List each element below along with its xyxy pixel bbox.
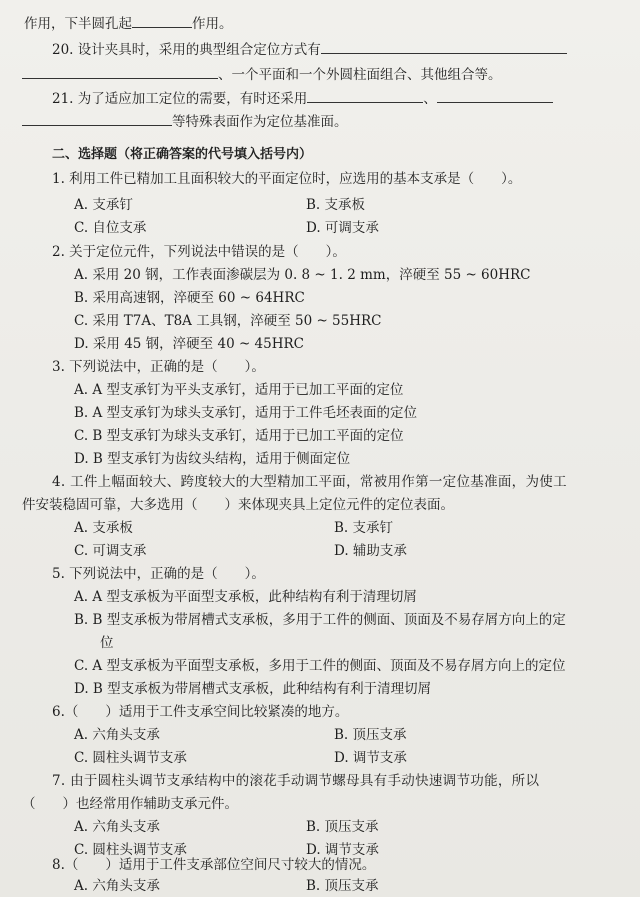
option: D. B 型支承板为带屑槽式支承板，此种结构有利于清理切屑 — [74, 681, 432, 697]
option: B. 采用高速钢，淬硬至 60 ~ 64HRC — [74, 290, 305, 306]
answer-blank — [321, 40, 567, 54]
option: C. A 型支承板为平面型支承板，多用于工件的侧面、顶面及不易存屑方向上的定位 — [74, 658, 566, 674]
question-2-stem: 2. 关于定位元件，下列说法中错误的是（ ）。 — [52, 244, 346, 260]
option: A. 六角头支承 — [74, 727, 160, 743]
option: B. B 型支承板为带屑槽式支承板，多用于工件的侧面、顶面及不易存屑方向上的定 — [74, 612, 566, 628]
option: C. 可调支承 — [74, 543, 147, 559]
question-4-stem-line1: 4. 工件上幅面较大、跨度较大的大型精加工平面，常被用作第一定位基准面，为使工 — [52, 474, 567, 490]
option: D. 调节支承 — [334, 750, 407, 766]
question-8-stem: 8.（ ）适用于工件支承部位空间尺寸较大的情况。 — [52, 857, 376, 873]
option: D. 可调支承 — [306, 220, 379, 236]
option: B. 顶压支承 — [306, 819, 379, 835]
fill-text: 作用，下半圆孔起 — [24, 16, 132, 32]
question-6-stem: 6.（ ）适用于工件支承空间比较紧凑的地方。 — [52, 704, 349, 720]
answer-blank — [437, 89, 553, 103]
question-4-stem-line2: 件安装稳固可靠，大多选用（ ）来体现夹具上定位元件的定位表面。 — [22, 497, 454, 513]
question-text: 等特殊表面作为定位基准面。 — [172, 114, 348, 130]
option: A. 支承板 — [74, 520, 133, 536]
option: A. 支承钉 — [74, 197, 133, 213]
option: A. 六角头支承 — [74, 819, 160, 835]
answer-blank — [22, 65, 218, 79]
option: C. 采用 T7A、T8A 工具钢，淬硬至 50 ~ 55HRC — [74, 313, 382, 329]
fill-text: 作用。 — [192, 16, 233, 32]
option: B. 顶压支承 — [334, 727, 407, 743]
option: D. 调节支承 — [306, 842, 379, 858]
answer-blank — [132, 14, 192, 28]
option: B. 支承钉 — [334, 520, 394, 536]
question-1-stem: 1. 利用工件已精加工且面积较大的平面定位时，应选用的基本支承是（ ）。 — [52, 171, 522, 187]
option: A. A 型支承钉为平头支承钉，适用于已加工平面的定位 — [74, 382, 404, 398]
question-text: 20. 设计夹具时，采用的典型组合定位方式有 — [52, 42, 321, 58]
option: B. 支承板 — [306, 197, 366, 213]
option: D. B 型支承钉为齿纹头结构，适用于侧面定位 — [74, 451, 351, 467]
answer-blank — [307, 89, 423, 103]
question-20-line2 — [22, 65, 502, 84]
option: D. 采用 45 钢，淬硬至 40 ~ 45HRC — [74, 336, 304, 352]
section-heading: 二、选择题（将正确答案的代号填入括号内） — [52, 147, 313, 162]
question-text: 、一个平面和一个外圆柱面组合、其他组合等。 — [218, 67, 502, 83]
option-continuation: 位 — [100, 635, 114, 651]
option: B. A 型支承钉为球头支承钉，适用于工件毛坯表面的定位 — [74, 405, 418, 421]
option: C. 自位支承 — [74, 220, 147, 236]
question-20-line1 — [52, 40, 567, 59]
option: C. 圆柱头调节支承 — [74, 842, 187, 858]
question-5-stem: 5. 下列说法中，正确的是（ ）。 — [52, 566, 265, 582]
question-text: 21. 为了适应加工定位的需要，有时还采用 — [52, 91, 308, 107]
question-3-stem: 3. 下列说法中，正确的是（ ）。 — [52, 359, 265, 375]
option: A. A 型支承板为平面型支承板，此种结构有利于清理切屑 — [74, 589, 417, 605]
question-21-line2 — [22, 112, 348, 131]
question-7-stem-line2: （ ）也经常用作辅助支承元件。 — [22, 796, 238, 812]
answer-blank — [22, 112, 172, 126]
option: B. 顶压支承 — [306, 878, 379, 894]
option: D. 辅助支承 — [334, 543, 407, 559]
question-7-stem-line1: 7. 由于圆柱头调节支承结构中的滚花手动调节螺母具有手动快速调节功能，所以 — [52, 773, 540, 789]
option: A. 六角头支承 — [74, 878, 160, 894]
question-21-line1 — [52, 89, 553, 108]
option: C. 圆柱头调节支承 — [74, 750, 187, 766]
question-text: 、 — [423, 91, 437, 107]
option: A. 采用 20 钢，工作表面渗碳层为 0. 8 ~ 1. 2 mm，淬硬至 55 ~ 60HRC — [74, 267, 531, 283]
fill-line-19-tail — [24, 14, 233, 33]
option: C. B 型支承钉为球头支承钉，适用于已加工平面的定位 — [74, 428, 404, 444]
